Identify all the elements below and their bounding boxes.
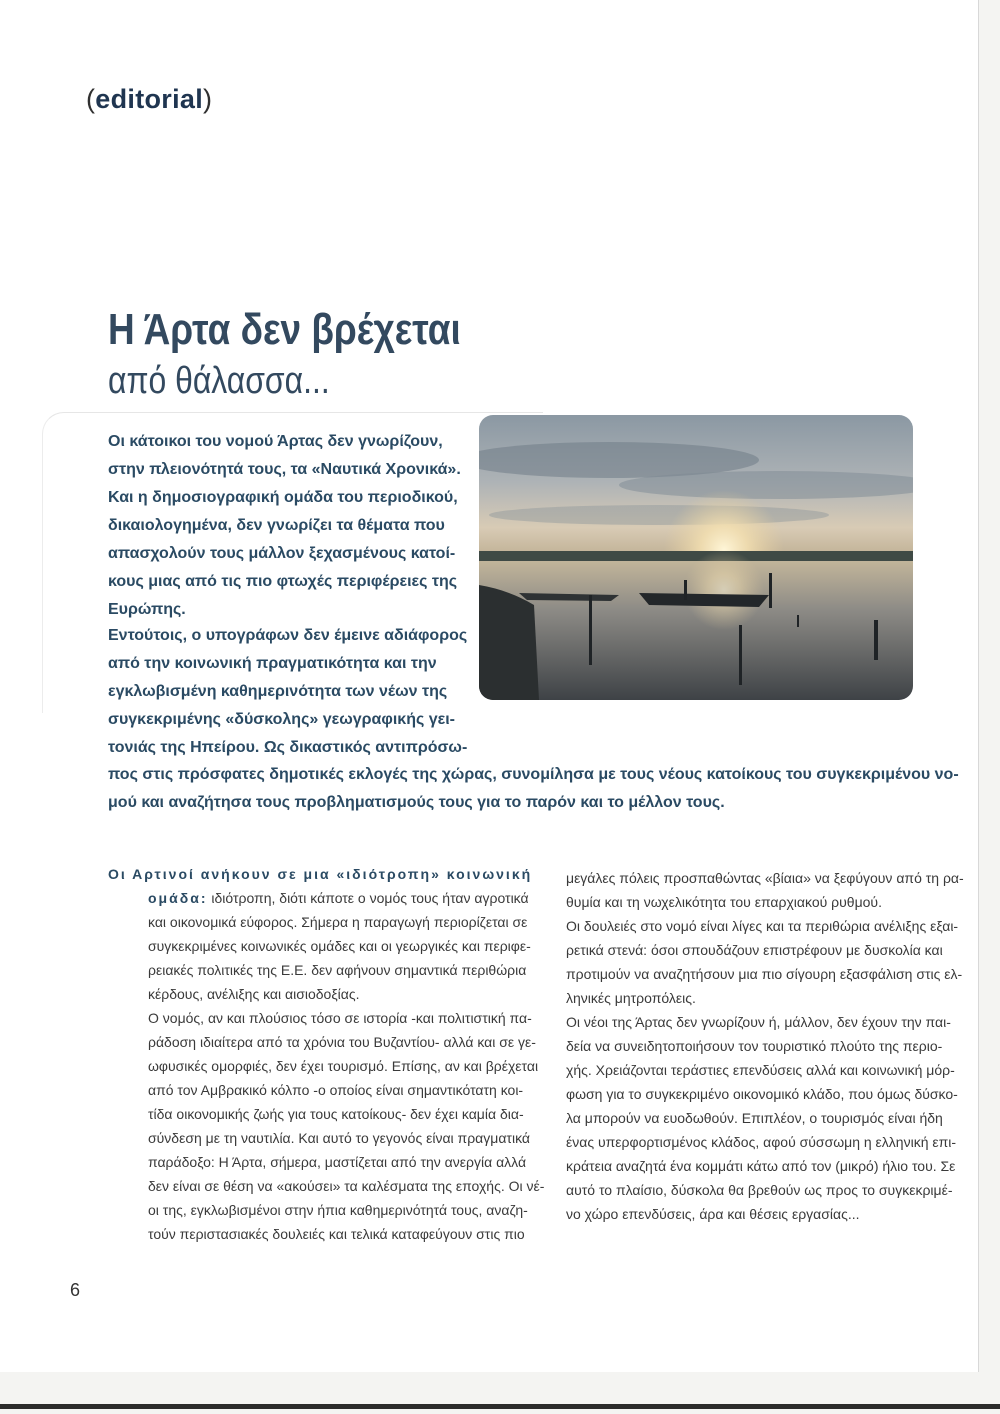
lead-line: Οι κάτοικοι του νομού Άρτας δεν γνωρίζουν, [108,433,443,450]
column-two-line: ληνικές μητροπόλεις. [566,990,696,1006]
lead-line: συγκεκριμένης «δύσκολης» γεωγραφικής γει- [108,711,455,728]
column-two-line: ένας υπερφορτισμένος κλάδος, αφού σύσσωμη η ελληνική επι- [566,1134,957,1150]
lead-line: Και η δημοσιογραφική ομάδα του περιοδικού, [108,489,458,506]
lead-line: στην πλειονότητά τους, τα «Ναυτικά Χρονικά». [108,461,461,478]
sunset-lagoon-photo [479,415,913,700]
lead-line: Εντούτοις, ο υπογράφων δεν έμεινε αδιάφορος [108,627,468,644]
section-label-open-paren: ( [86,84,96,114]
column-two-line: κράτεια αναζητά ένα κομμάτι κάτω από τον (μικρό) ήλιο του. Σε [566,1158,956,1174]
column-two-line: δεία να συνειδητοποιήσουν τον τουριστικό πλούτο της περιο- [566,1038,943,1054]
column-one-line: και οικονομικά εύφορος. Σήμερα η παραγωγή περιορίζεται σε [148,914,528,930]
column-two-line: αυτό το πλαίσιο, δύσκολα θα βρεθούν ως προς το συγκεκριμέ- [566,1182,953,1198]
lead-line: απασχολούν τους μάλλον ξεχασμένους κατοί- [108,545,456,562]
column-one-intro-text: Οι Αρτινοί ανήκουν σε μια «ιδιότροπη» κοινωνική [108,866,533,882]
lead-line: τονιάς της Ηπείρου. Ως δικαστικός αντιπρόσω- [108,739,468,756]
lead-line: εγκλωβισμένη καθημερινότητα των νέων της [108,683,448,700]
column-one-line: από τον Αμβρακικό κόλπο -ο οποίος είναι σημαντικότατη κοι- [148,1082,524,1098]
column-one-line: τίδα οικονομικής ζωής για τους κατοίκους- δεν έχει καμία δια- [148,1106,524,1122]
section-label-text: editorial [95,84,204,114]
bottom-rule [0,1404,1000,1409]
column-two-line: νο χώρο επενδύσεις, άρα και θέσεις εργασίας... [566,1206,860,1222]
column-two-line: προτιμούν να αναζητήσουν μια πιο σίγουρη εξασφάλιση στις ελ- [566,966,963,982]
lead-line: Ευρώπης. [108,601,186,618]
lead-line: πος στις πρόσφατες δημοτικές εκλογές της χώρας, συνομίλησα με τους νέους κατοίκους του συγκεκριμένου νο- [108,766,959,783]
column-two-line: μεγάλες πόλεις προσπαθώντας «βίαια» να ξεφύγουν από τη ρα- [566,870,964,886]
article-title: Η Άρτα δεν βρέχεται [108,305,461,354]
column-one-line: τούν περιστασιακές δουλειές και τελικά καταφεύγουν στις πιο [148,1226,525,1242]
column-one-lead-word: ομάδα: [148,890,208,906]
column-one-line: ρειακές πολιτικές της Ε.Ε. δεν αφήνουν σημαντικά περιθώρια [148,962,527,978]
section-label-close-paren: ) [203,84,213,114]
column-two-line: φωση για το συγκεκριμένο οικονομικό κλάδο, που όμως δύσκο- [566,1086,958,1102]
column-one-line: παράδοξο: Η Άρτα, σήμερα, μαστίζεται από την ανεργία αλλά [148,1154,527,1170]
column-one-line: κέρδους, ανέλιξης και αισιοδοξίας. [148,986,360,1002]
column-two-line: Οι νέοι της Άρτας δεν γνωρίζουν ή, μάλλον, δεν έχουν την παι- [566,1014,951,1030]
lead-line: δικαιολογημένα, δεν γνωρίζει τα θέματα που [108,517,445,534]
column-one-line: ράδοση ιδιαίτερα από τα χρόνια του Βυζαντίου- αλλά και σε γε- [148,1034,536,1050]
lead-line: από την κοινωνική πραγματικότητα και την [108,655,437,672]
column-two-line: Οι δουλειές στο νομό είναι λίγες και τα περιθώρια ανέλιξης εξαι- [566,918,959,934]
column-one-intro [108,862,532,886]
column-one-line: σύνδεση με τη ναυτιλία. Και αυτό το γεγονός είναι πραγματικά [148,1130,530,1146]
column-one-line-text: ιδιότροπη, διότι κάποτε ο νομός τους ήταν αγροτικά [207,890,529,906]
column-one-line: Ο νομός, αν και πλούσιος τόσο σε ιστορία -και πολιτιστική πα- [148,1010,532,1026]
lead-line: κους μιας από τις πιο φτωχές περιφέρειες της [108,573,458,590]
column-two-line: ρετικά στενά: όσοι σπουδάζουν επιστρέφουν με δυσκολία και [566,942,943,958]
column-one-line: οι της, εγκλωβισμένοι στην ήπια καθημερινότητά τους, αναζη- [148,1202,528,1218]
column-two-line: λα μπορούν να ευοδωθούν. Επιπλέον, ο τουρισμός είναι ήδη [566,1110,943,1126]
page-number: 6 [70,1280,81,1300]
column-two-line: χής. Χρειάζονται τεράστιες επενδύσεις αλλά και κοινωνική μόρ- [566,1062,955,1078]
article-subtitle: από θάλασσα... [108,360,330,402]
column-one-line [148,886,529,910]
column-one-line: ωφυσικές ομορφιές, δεν έχει τουρισμό. Επίσης, αν και βρέχεται [148,1058,539,1074]
section-label [86,84,212,115]
column-two-line: θυμία και τη νωχελικότητα του επαρχιακού ρυθμού. [566,894,882,910]
column-one-line: δεν είναι σε θέση να «ακούσει» τα καλέσματα της εποχής. Οι νέ- [148,1178,545,1194]
lead-line: μού και αναζήτησα τους προβληματισμούς τους για το παρόν και το μέλλον τους. [108,794,725,811]
column-one-line: συγκεκριμένες κοινωνικές ομάδες και οι γεωργικές και περιφε- [148,938,531,954]
